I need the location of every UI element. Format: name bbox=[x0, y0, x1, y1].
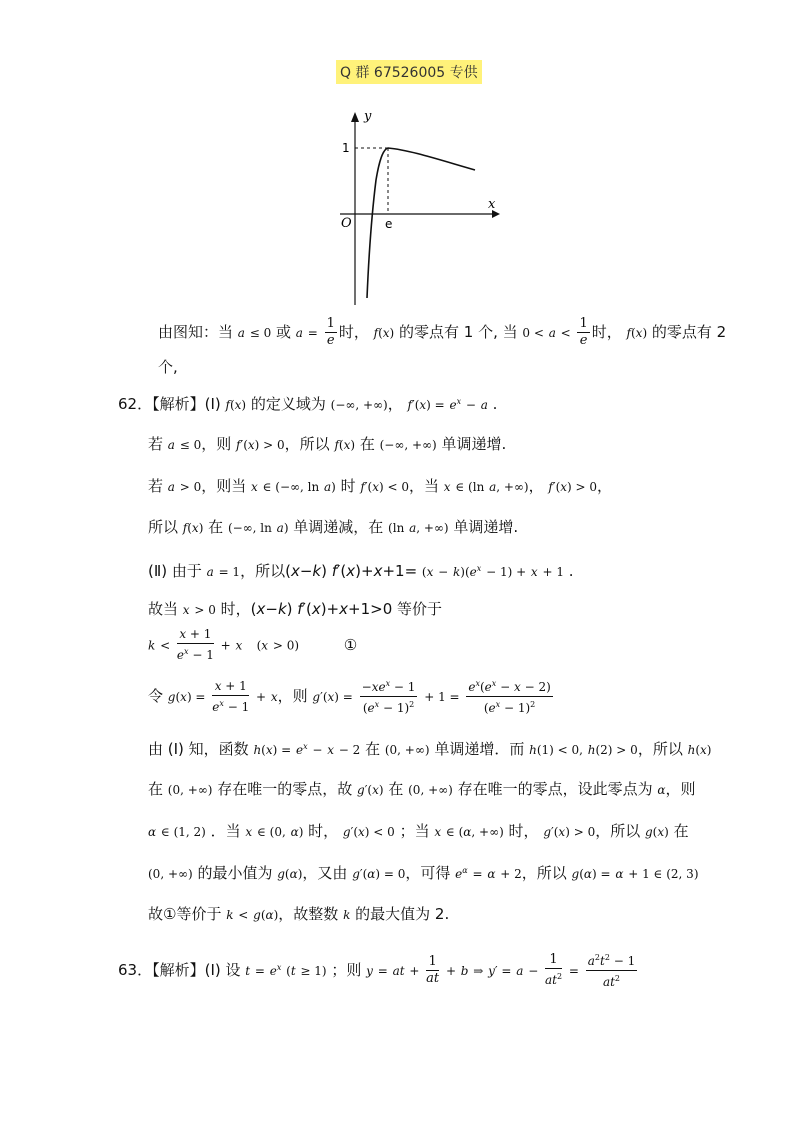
y-axis-label: y bbox=[364, 109, 372, 124]
problem-62-heading: 62．【解析】(Ⅰ) f(x) 的定义域为 (−∞, +∞)， $f'(x) = e^x - a$ . bbox=[118, 395, 498, 413]
text-line-p62j: α ∈ (1, 2) ．当 x ∈ (0, α) 时， g′(x) < 0 ；当 x ∈ (α, +∞) 时， g′(x) > 0，所以 g(x) 在 bbox=[148, 822, 689, 840]
text-line-p62e: 故当 x > 0 时，(x−k) f′(x)+x+1>0 等价于 bbox=[148, 600, 443, 618]
text-line-l1b: 个, bbox=[158, 358, 178, 376]
text-line-p62a: 若 a ≤ 0，则 f′(x) > 0，所以 f(x) 在 (−∞, +∞) 单调递增. bbox=[148, 435, 507, 453]
function-graph bbox=[320, 100, 510, 315]
text-line-p62i: 在 (0, +∞) 存在唯一的零点，故 g′(x) 在 (0, +∞) 存在唯一的零点，设此零点为 α，则 bbox=[148, 780, 696, 798]
y-axis-arrow bbox=[351, 112, 359, 122]
text-line-p62l: 故①等价于 k < g(α)，故整数 k 的最大值为 2. bbox=[148, 905, 450, 923]
origin-label: O bbox=[341, 216, 352, 231]
text-line-p62h: 由 (Ⅰ) 知，函数 $h(x) = e^x - x - 2$ 在 (0, +∞) 单调递增．而 h(1) < 0, h(2) > 0，所以 h(x) bbox=[148, 740, 712, 758]
problem-63-heading: 63．【解析】(Ⅰ) 设 $t = e^x$ (t ≥ 1) ；则 y = at + $\frac{1}{at}$ + b ⇒ y′ = a − $\frac{1}{at^2}$ = $\frac{a^2t^2 - 1}{at^2}$ bbox=[118, 952, 636, 989]
text-line-p62c: 所以 f(x) 在 (−∞, ln a) 单调递减，在 (ln a, +∞) 单调递增. bbox=[148, 518, 519, 536]
function-curve bbox=[367, 148, 475, 298]
text-line-p62d: (Ⅱ) 由于 a = 1，所以(x−k) $f'(x)+x+1= (x - k)(e^x - 1) + x + 1$ . bbox=[148, 562, 574, 580]
x-tick-label: e bbox=[385, 217, 393, 231]
watermark-banner: Q 群 67526005 专供 bbox=[336, 60, 482, 84]
text-line-p62b: 若 a > 0，则当 x ∈ (−∞, ln a) 时 f′(x) < 0，当 x ∈ (ln a, +∞)， f′(x) > 0， bbox=[148, 477, 613, 495]
text-line-p62f: k < $\frac{x + 1}{e^x - 1}$ + x (x > 0) ① bbox=[148, 627, 358, 662]
text-line-p62k: (0, +∞) 的最小值为 g(α)，又由 g′(α) = 0，可得 $e^\alpha = \alpha + 2$，所以 g(α) = α + 1 ∈ (2, 3) bbox=[148, 864, 699, 882]
text-line-l1: 由图知：当 a ≤ 0 或 a = $\frac{1}{e}$ 时， f(x) 的零点有 1 个, 当 0 < a < $\frac{1}{e}$ 时， f(x) 的零点有 2 bbox=[158, 316, 727, 348]
x-axis-label: x bbox=[488, 197, 496, 212]
y-tick-label: 1 bbox=[342, 141, 350, 155]
text-line-p62g: 令 g(x) = $\frac{x + 1}{e^x - 1}$ + x，则 g′(x) = $\frac{-xe^x - 1}{(e^x - 1)^2}$ + 1 = $\frac{e^x(e^x - x - 2)}{(e^x - 1)^2}$ bbox=[148, 676, 555, 717]
